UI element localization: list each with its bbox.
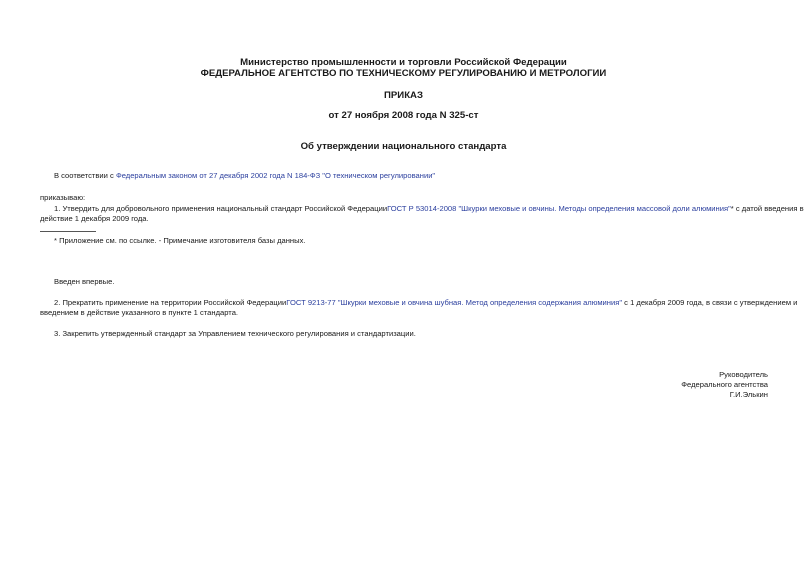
item-1-prefix: 1. Утвердить для добровольного применения национальный стандарт Российской Федерации	[54, 204, 388, 213]
item-2-suffix: с 1 декабря 2009 года, в связи с утверждением и	[622, 298, 798, 307]
signature-title: Руководитель	[719, 370, 768, 379]
signature-name: Г.И.Элькин	[729, 390, 768, 399]
footnote-divider	[40, 231, 96, 232]
intro-prefix: В соответствии с	[54, 171, 116, 180]
gost-53014-link[interactable]: ГОСТ Р 53014-2008 "Шкурки меховые и овчины. Методы определения массовой доли алюминия"	[387, 204, 731, 213]
order-word: приказываю:	[40, 193, 86, 202]
item-3-text: 3. Закрепить утвержденный стандарт за Управлением технического регулирования и стандартизации.	[54, 329, 416, 338]
order-date: от 27 ноября 2008 года N 325-ст	[328, 110, 479, 121]
signature-org: Федерального агентства	[681, 380, 768, 389]
item-1-suffix: с датой введения в	[733, 204, 804, 213]
item-2-prefix: 2. Прекратить применение на территории Российской Федерации	[54, 298, 287, 307]
order-heading: ПРИКАЗ	[384, 90, 423, 101]
intro-paragraph	[54, 171, 435, 181]
footnote-text: * Приложение см. по ссылке. - Примечание изготовителя базы данных.	[54, 236, 306, 245]
introduced-note: Введен впервые.	[54, 277, 115, 286]
item-1-asterisk: *	[730, 204, 734, 213]
item-1-line-2: действие 1 декабря 2009 года.	[40, 214, 149, 223]
agency-title: ФЕДЕРАЛЬНОЕ АГЕНТСТВО ПО ТЕХНИЧЕСКОМУ РЕГУЛИРОВАНИЮ И МЕТРОЛОГИИ	[200, 68, 607, 79]
law-link[interactable]: Федеральным законом от 27 декабря 2002 года N 184-ФЗ "О техническом регулировании"	[115, 171, 436, 180]
item-1-line-1	[40, 204, 804, 214]
gost-9213-link[interactable]: ГОСТ 9213-77 "Шкурки меховые и овчина шубная. Метод определения содержания алюминия"	[286, 298, 623, 307]
order-subject: Об утверждении национального стандарта	[300, 141, 507, 152]
item-2-line-2: введением в действие указанного в пункте 1 стандарта.	[40, 308, 239, 317]
ministry-title: Министерство промышленности и торговли Российской Федерации	[240, 57, 567, 68]
item-2-line-1	[40, 298, 798, 308]
